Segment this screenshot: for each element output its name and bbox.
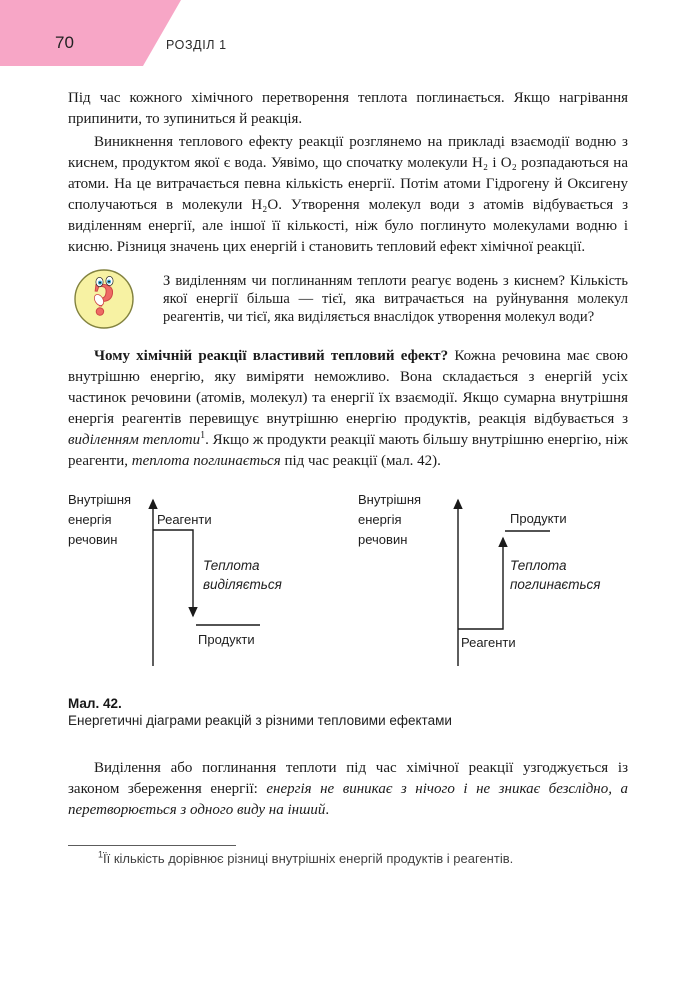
term-heat-absorbed: теплота поглинається: [131, 453, 281, 469]
products-label: Продукти: [510, 511, 567, 526]
axis-label-internal-energy: Внутрішня енергія речовин: [68, 492, 132, 547]
figure-caption: [68, 695, 628, 730]
figure-caption-text: Енергетичні діаграми реакцій з різними тепловими ефектами: [68, 713, 452, 728]
page-number: 70: [55, 33, 74, 52]
footnote-text: [68, 850, 628, 867]
text-segment: Кожна речовина має свою внутрішню енергію, яку виміряти неможливо. Вона складається з енергій усіх частинок речовини (атомів, молекул) та енергії їх взаємодії. Якщо сумарна внутрішня енергія реагентів перевищує внутрішню енергію продуктів, реакція відбувається з: [68, 348, 628, 427]
energy-diagram-endothermic: [358, 488, 630, 683]
paragraph-heat-effect-example: Виникнення теплового ефекту реакції розглянемо на прикладі взаємодії водню з киснем, продуктом якої є вода. Уявімо, що спочатку молекули H₂ і O₂ розпадаються на атоми. На це витрачається певна кількість енергії. Потім атоми Гідрогену й Оксигену сполучаються в молекули H₂O. Утворення молекул води з атомів відбувається з виділенням енергії, але іншої її кількості, ніж було поглинуто молекулами водню і кисню. Різниця значень цих енергій і становить тепловий ефект хімічної реакції.: [68, 134, 628, 255]
text-segment: .: [325, 802, 330, 818]
footnote-marker: 1: [98, 849, 104, 860]
text-segment: Виділення або поглинання теплоти під час хімічної реакції узгоджується із законом збереження енергії:: [68, 760, 628, 797]
chapter-color-band: [0, 0, 181, 66]
footnote: [68, 845, 628, 867]
question-text: З виділенням чи поглинанням теплоти реагує водень з киснем? Кількість якої енергії більша — тієї, яка витрачається на руйнування молекул реагентів, чи тієї, яка виділяється внаслідок утворення молекул води?: [163, 273, 628, 325]
energy-diagram-exothermic: [68, 488, 350, 683]
figure-caption-number: Мал. 42.: [68, 696, 122, 711]
paragraph-why-heat-effect: [68, 346, 628, 472]
question-mark-icon: [73, 268, 135, 330]
reagents-label: Реагенти: [157, 512, 212, 527]
footnote-divider: [68, 845, 236, 846]
page-header: [0, 0, 695, 66]
reagents-label: Реагенти: [461, 635, 516, 650]
page-content: [68, 66, 628, 867]
heat-released-label: Теплота виділяється: [203, 558, 282, 592]
text-segment: під час реакції (мал. 42).: [280, 453, 441, 469]
law-of-energy-conservation: енергія не виникає з нічого і не зникає безслідно, а перетворюється з одного виду на інший: [68, 781, 628, 818]
axis-label-internal-energy: Внутрішня енергія речовин: [358, 492, 422, 547]
footnote-reference: 1: [200, 430, 206, 441]
question-block: [73, 268, 628, 330]
chapter-label: РОЗДІЛ 1: [166, 38, 227, 52]
text-segment: . Якщо ж продукти реакції мають більшу внутрішню енергію, ніж реагенти,: [68, 432, 628, 469]
paragraph-intro: Під час кожного хімічного перетворення теплота поглинається. Якщо нагрівання припинити, то зупиниться й реакція.: [68, 90, 628, 127]
footnote-body: Її кількість дорівнює різниці внутрішніх енергій продуктів і реагентів.: [103, 851, 514, 866]
heat-absorbed-label: Теплота поглинається: [510, 558, 601, 592]
term-heat-release: виділенням теплоти: [68, 432, 201, 448]
products-label: Продукти: [198, 632, 255, 647]
paragraph-energy-conservation: [68, 758, 628, 821]
paragraph-lead-question: Чому хімічній реакції властивий тепловий ефект?: [94, 348, 449, 364]
figure-42: [68, 488, 628, 683]
